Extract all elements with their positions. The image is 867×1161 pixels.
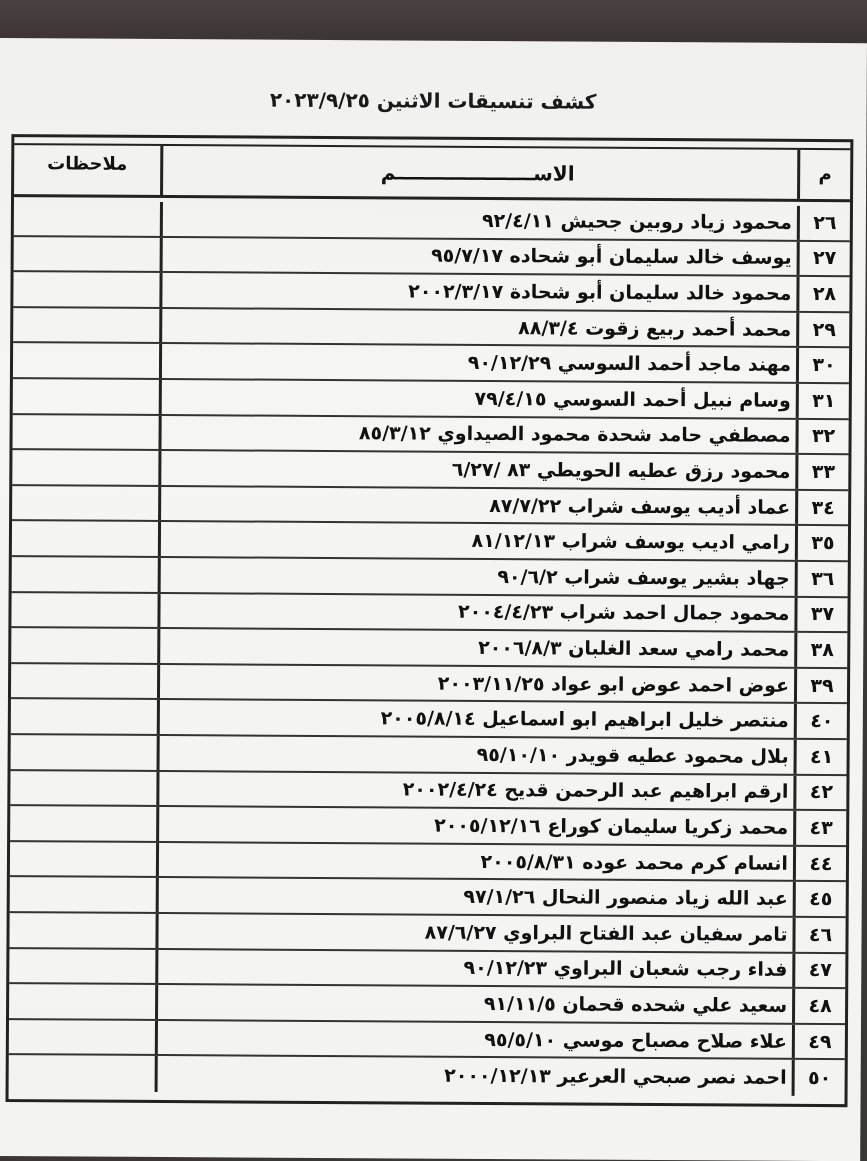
table-row [10,877,846,918]
row-number: ٣٧ [794,597,847,631]
table-row [11,735,847,776]
row-name: سعيد علي شحده قحمان ٩١/١١/٥ [155,985,795,1023]
table-row [9,1055,845,1096]
table-row [10,771,846,812]
row-notes [12,486,158,520]
table-row [12,521,848,562]
paper-sheet [0,38,867,1161]
table-row [11,699,847,740]
row-name: منتصر خليل ابراهيم ابو اسماعيل ٢٠٠٥/٨/١٤ [157,700,797,738]
row-notes [11,664,157,698]
row-number: ٣٠ [796,348,849,382]
row-number: ٤٠ [794,704,847,738]
table-row [13,308,849,349]
row-number: ٤٧ [792,953,845,987]
page-title: كشف تنسيقات الاثنين ٢٠٢٣/٩/٢٥ [269,87,597,114]
row-notes [11,699,157,733]
row-number: ٤٢ [793,775,846,809]
row-name: عبد الله زياد منصور النحال ٩٧/١/٢٦ [156,878,796,916]
row-name: محمد رامي سعد الغلبان ٢٠٠٦/٨/٣ [157,629,797,667]
row-name: جهاد بشير يوسف شراب ٩٠/٦/٢ [158,558,798,596]
table-row [12,450,848,491]
row-notes [12,450,158,484]
table-row [13,343,849,384]
table-row [14,201,850,242]
table-row [11,593,847,634]
table-row [9,1020,845,1061]
row-notes [10,877,156,911]
row-number: ٤٩ [792,1025,845,1059]
row-name: فداء رجب شعبان البراوي ٩٠/١٢/٢٣ [155,950,795,988]
row-notes [10,806,156,840]
row-number: ٣٥ [795,526,848,560]
row-notes [13,343,159,377]
row-name: يوسف خالد سليمان أبو شحاده ٩٥/٧/١٧ [160,238,800,276]
row-number: ٣٤ [795,491,848,525]
row-name: محمد زكريا سليمان كوراع ٢٠٠٥/١٢/١٦ [156,807,796,845]
row-name: بلال محمود عطيه قويدر ٩٥/١٠/١٠ [157,736,797,774]
table-header-row [14,143,850,202]
row-notes [12,521,158,555]
row-number: ٤٨ [792,989,845,1023]
row-notes [11,628,157,662]
row-number: ٤٤ [793,847,846,881]
row-notes [9,1055,155,1091]
row-name: تامر سفيان عبد الفتاح البراوي ٨٧/٦/٢٧ [155,914,795,952]
row-name: ارقم ابراهيم عبد الرحمن قديح ٢٠٠٢/٤/٢٤ [156,772,796,810]
row-name: رامي اديب يوسف شراب ٨١/١٢/١٣ [158,522,798,560]
names-table [6,134,854,1107]
row-number: ٣٨ [794,633,847,667]
row-notes [13,379,159,413]
row-number: ٣١ [796,384,849,418]
row-notes [10,842,156,876]
row-name: عماد أديب يوسف شراب ٨٧/٧/٢٢ [158,487,798,525]
table-row [12,486,848,527]
row-name: محمود جمال احمد شراب ٢٠٠٤/٤/٢٣ [157,594,797,632]
table-row [12,557,848,598]
row-number: ٣٦ [795,562,848,596]
table-row [13,379,849,420]
row-notes [9,984,155,1018]
row-number: ٣٣ [795,455,848,489]
row-name: مصطفي حامد شحدة محمود الصيداوي ٨٥/٣/١٢ [158,416,798,454]
row-notes [9,913,155,947]
row-notes [9,1020,155,1054]
row-name: محمود خالد سليمان أبو شحادة ٢٠٠٢/٣/١٧ [159,273,799,311]
row-number: ٢٩ [796,313,849,347]
row-notes [11,735,157,769]
row-number: ٤٦ [792,918,845,952]
row-notes [13,272,159,306]
row-number: ٤٣ [793,811,846,845]
row-name: مهند ماجد أحمد السوسي ٩٠/١٢/٢٩ [159,344,799,382]
row-name: علاء صلاح مصباح موسي ٩٥/٥/١٠ [155,1021,795,1059]
row-notes [9,949,155,983]
row-number: ٣٢ [795,419,848,453]
row-name: محمود رزق عطيه الحويطي ٨٣ /٦/٢٧ [158,451,798,489]
row-notes [10,771,156,805]
table-row [11,664,847,705]
header-notes: ملاحظات [47,153,128,175]
row-notes [12,557,158,591]
row-notes [11,593,157,627]
table-row [14,237,850,278]
header-name: الاســــــــــــــــــــم [160,146,800,199]
table-row [9,984,845,1025]
header-number: م [797,150,850,199]
row-notes [14,237,160,271]
table-row [12,415,848,456]
table-row [10,842,846,883]
row-number: ٢٦ [797,206,850,240]
row-number: ٤١ [794,740,847,774]
row-name: احمد نصر صبحي العرعير ٢٠٠٠/١٢/١٣ [155,1056,795,1096]
row-name: عوض احمد عوض ابو عواد ٢٠٠٣/١١/٢٥ [157,665,797,703]
row-number: ٣٩ [794,669,847,703]
row-name: انسام كرم محمد عوده ٢٠٠٥/٨/٣١ [156,843,796,881]
table-row [9,913,845,954]
row-name: محمد أحمد ربيع زقوت ٨٨/٣/٤ [159,309,799,347]
row-name: وسام نبيل أحمد السوسي ٧٩/٤/١٥ [159,380,799,418]
row-notes [14,201,160,235]
table-row [13,272,849,313]
table-row [9,949,845,990]
row-number: ٢٨ [796,277,849,311]
row-number: ٢٧ [797,241,850,275]
table-row [11,628,847,669]
row-notes [12,415,158,449]
row-number: ٥٠ [792,1060,845,1096]
table-row [10,806,846,847]
row-number: ٤٥ [793,882,846,916]
row-notes [13,308,159,342]
row-name: محمود زياد روبين جحيش ٩٢/٤/١١ [160,202,800,240]
